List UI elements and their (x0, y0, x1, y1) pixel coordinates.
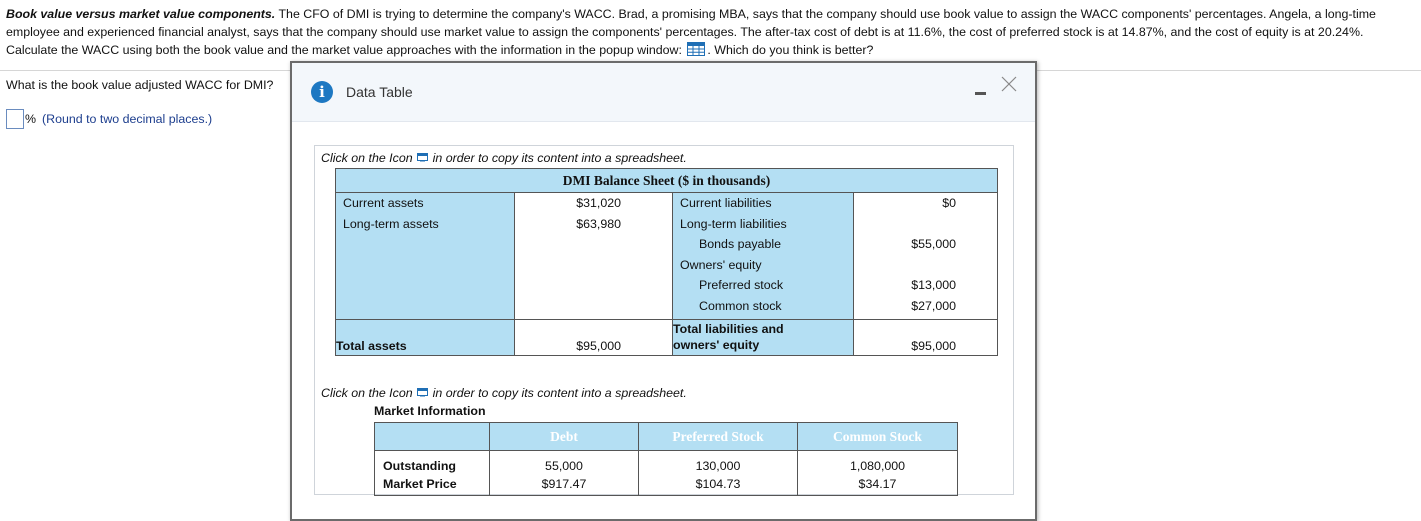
total-assets-label: Total assets (336, 320, 515, 356)
copy-icon[interactable] (417, 387, 429, 397)
total-assets-value: $95,000 (515, 320, 673, 356)
question-text: What is the book value adjusted WACC for DMI? (6, 78, 274, 92)
liabilities-values (854, 193, 998, 320)
copy-note-suffix: in order to copy its content into a spreadsheet. (432, 151, 687, 165)
market-row-label: Outstanding (375, 451, 490, 476)
market-cell: 1,080,000 (798, 451, 958, 476)
total-le-label-line1: Total liabilities and (673, 322, 784, 336)
popup-title: Data Table (346, 84, 413, 100)
copy-note-prefix: Click on the Icon (321, 386, 413, 400)
total-le-value: $95,000 (854, 320, 998, 356)
market-cell: $917.47 (490, 475, 639, 496)
liability-value: $55,000 (911, 237, 956, 252)
equity-label: Common stock (699, 298, 782, 313)
minimize-button[interactable] (972, 87, 990, 99)
close-button[interactable] (1000, 75, 1018, 93)
market-cell: $34.17 (798, 475, 958, 496)
equity-label: Owners' equity (680, 257, 762, 272)
liability-value: $0 (942, 196, 956, 210)
copy-note-balance (321, 151, 687, 165)
close-icon (1000, 75, 1018, 93)
info-icon: i (311, 81, 333, 103)
market-col-header: Preferred Stock (639, 423, 798, 451)
asset-value: $63,980 (576, 216, 621, 231)
total-le-label (673, 320, 854, 356)
copy-note-suffix: in order to copy its content into a spreadsheet. (432, 386, 687, 400)
problem-statement (6, 5, 1416, 59)
rounding-hint: (Round to two decimal places.) (42, 112, 213, 126)
market-col-header: Common Stock (798, 423, 958, 451)
market-cell: $104.73 (639, 475, 798, 496)
market-col-header (375, 423, 490, 451)
data-table-popup (290, 61, 1037, 521)
equity-value (854, 255, 997, 276)
assets-values (515, 193, 673, 320)
asset-value: $31,020 (576, 196, 621, 210)
popup-content (314, 145, 1014, 495)
table-grid-icon[interactable] (687, 42, 705, 56)
total-le-label-line2: owners' equity (673, 338, 760, 352)
liabilities-labels (673, 193, 854, 320)
market-info-table (374, 422, 958, 496)
copy-note-market (321, 386, 687, 400)
problem-text-end: . Which do you think is better? (707, 43, 874, 57)
market-cell: 55,000 (490, 451, 639, 476)
copy-note-prefix: Click on the Icon (321, 151, 413, 165)
liability-value (854, 214, 997, 235)
equity-value: $27,000 (911, 298, 956, 313)
liability-label: Bonds payable (699, 237, 781, 252)
assets-labels (336, 193, 515, 320)
problem-text: The CFO of DMI is trying to determine the company's WACC. Brad, a promising MBA, says that the company should use book value to assign the WACC components' percentages. Angela, a long-time employee and experienced financial analyst, says that the company should use market value to assign the components' percentages. The after-tax cost of debt is at 11.6%, the cost of preferred stock is at 14.87%, and the cost of equity is at 20.24%. Calculate the WACC using both the book value and the market value approaches with the information in the popup window: (6, 7, 1376, 57)
problem-title: Book value versus market value components. (6, 7, 276, 21)
answer-row (6, 108, 212, 130)
market-cell: 130,000 (639, 451, 798, 476)
percent-unit: % (25, 112, 37, 126)
asset-label: Current assets (343, 196, 424, 210)
answer-input[interactable] (6, 109, 24, 129)
liability-label: Long-term liabilities (680, 216, 787, 231)
copy-icon[interactable] (417, 152, 429, 162)
balance-sheet-table (335, 168, 998, 356)
equity-value: $13,000 (911, 278, 956, 293)
liability-label: Current liabilities (680, 196, 772, 210)
market-info-title: Market Information (374, 404, 486, 418)
market-col-header: Debt (490, 423, 639, 451)
balance-sheet-title: DMI Balance Sheet ($ in thousands) (336, 169, 998, 193)
popup-header (292, 63, 1035, 122)
asset-label: Long-term assets (343, 216, 439, 231)
equity-label: Preferred stock (699, 278, 784, 293)
market-row-label: Market Price (375, 475, 490, 496)
